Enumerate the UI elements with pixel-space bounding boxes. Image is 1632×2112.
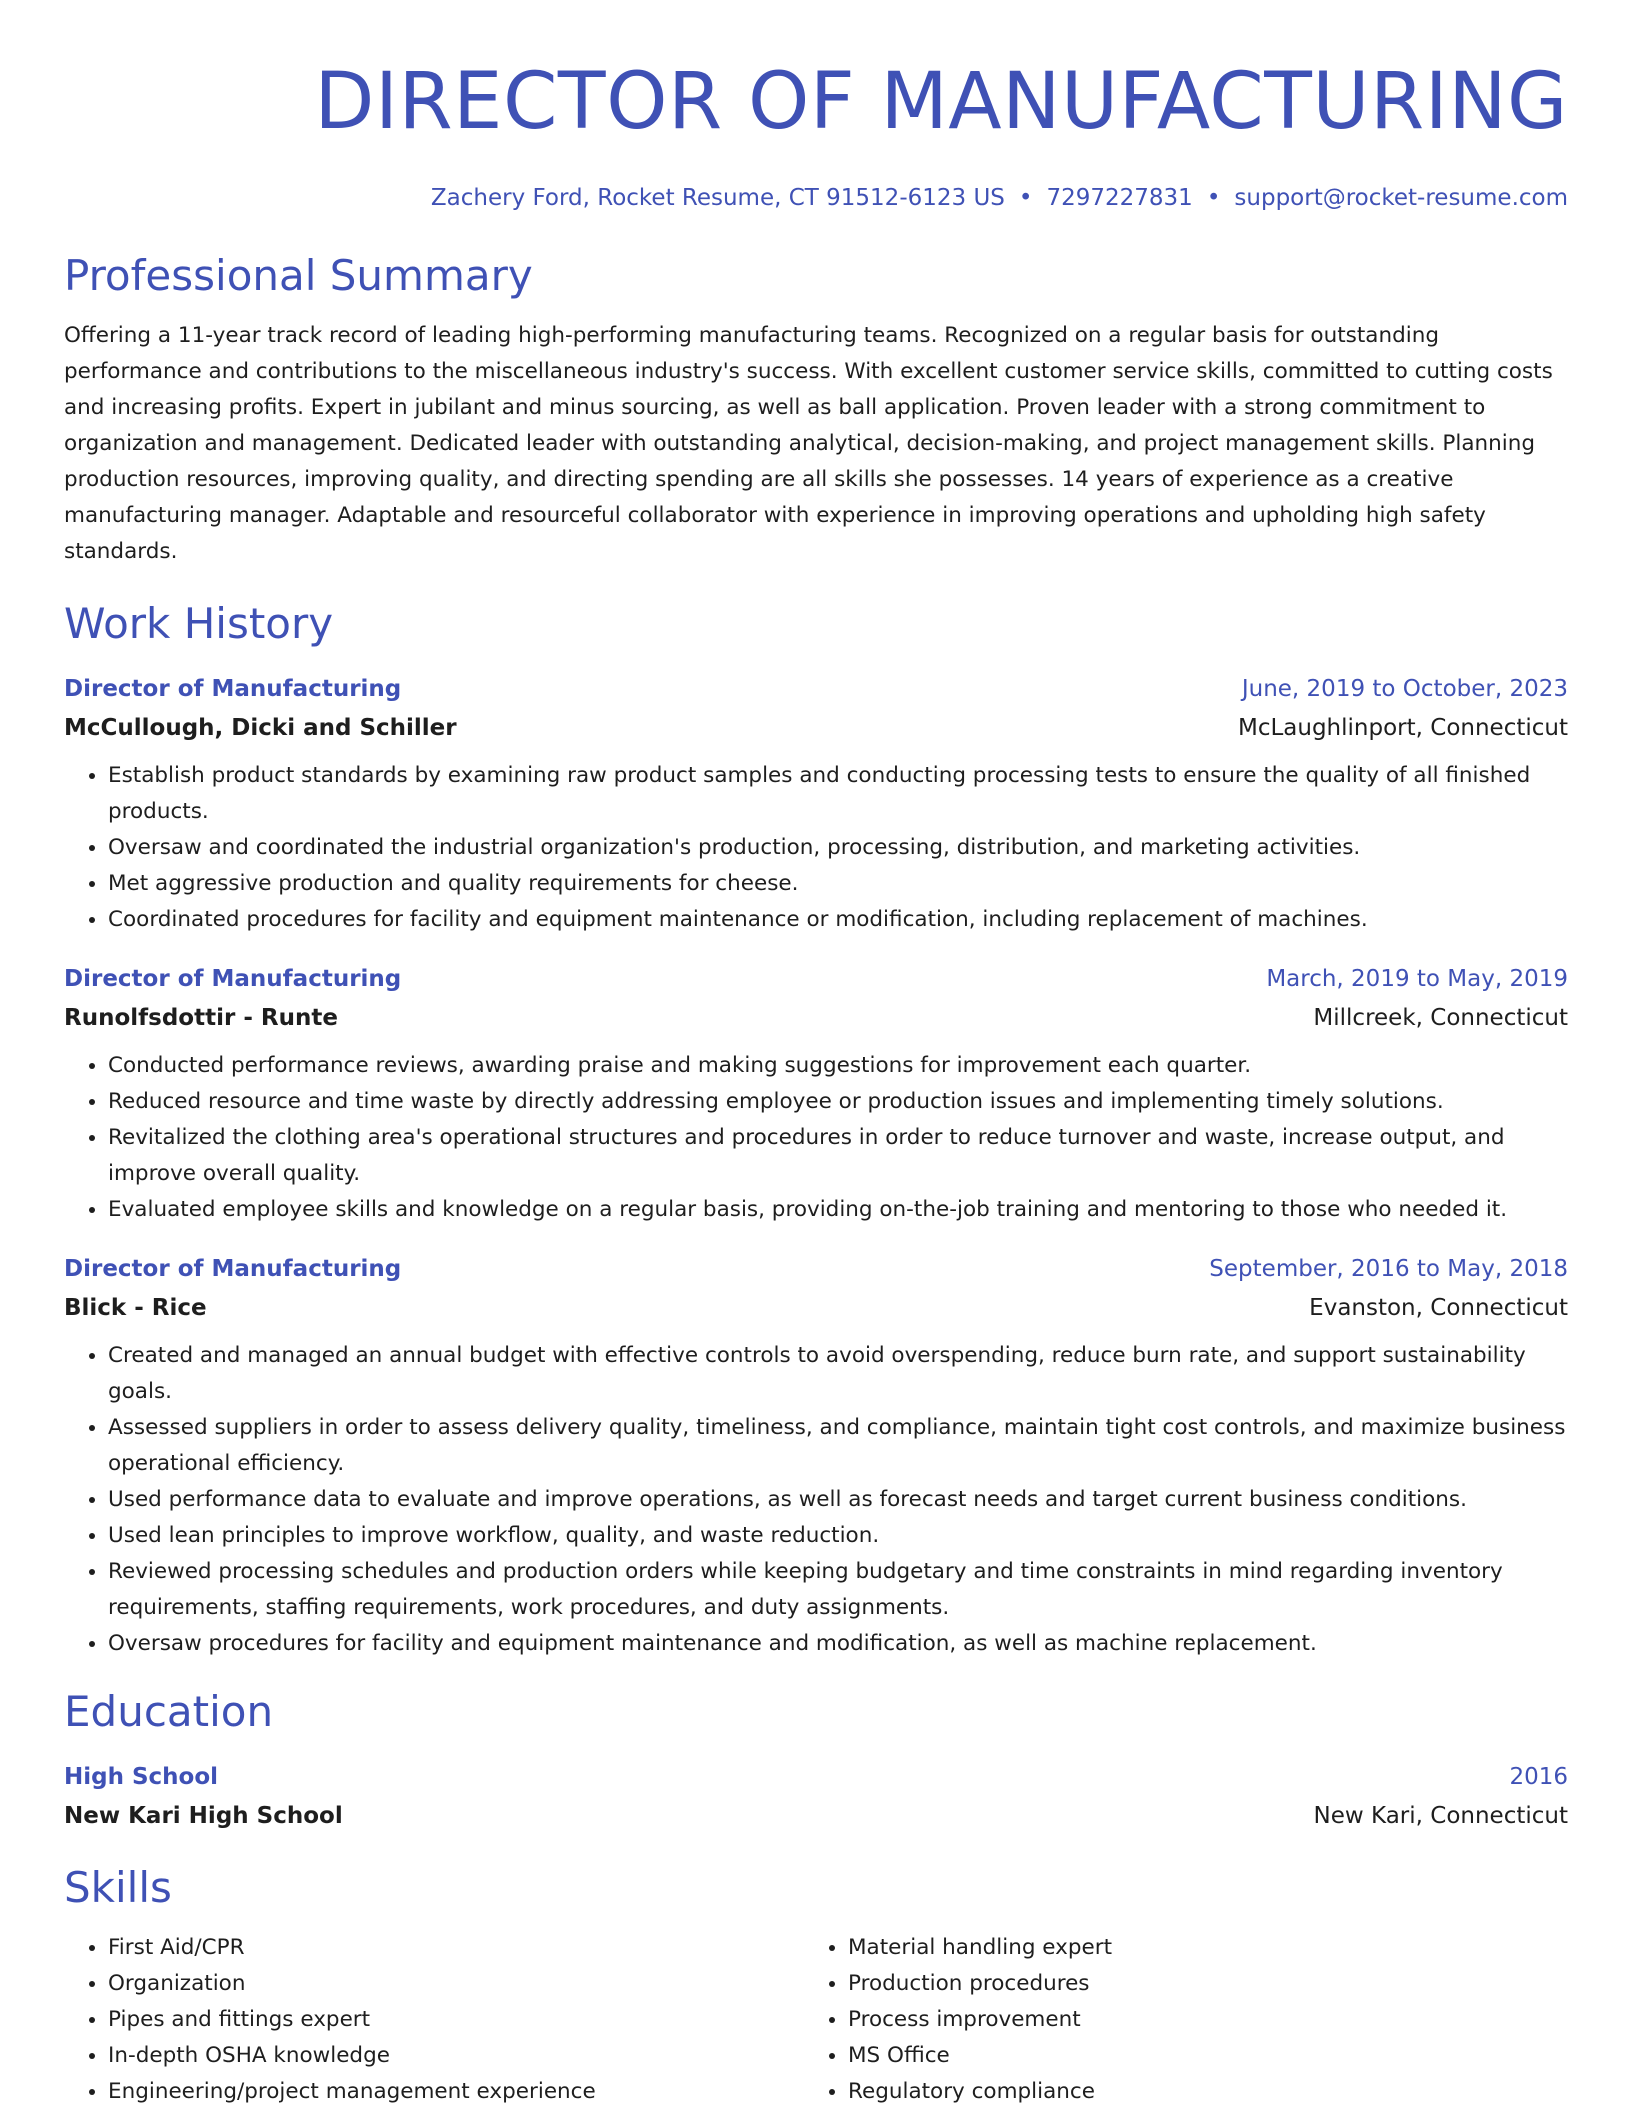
education-degree: High School xyxy=(64,1764,219,1790)
job-bullet: • Created and managed an annual budget with effective controls to avoid overspending, reduce burn rate, and support sustainability goals. xyxy=(108,1338,1568,1410)
education-heading: Education xyxy=(64,1687,274,1736)
contact-email: support@rocket-resume.com xyxy=(1234,185,1568,211)
job-entry xyxy=(64,1250,1568,1662)
job-bullet: • Coordinated procedures for facility and equipment maintenance or modification, including replacement of machines. xyxy=(108,902,1568,938)
resume-title: DIRECTOR OF MANUFACTURING xyxy=(314,57,1568,147)
job-employer: Runolfsdottir - Runte xyxy=(64,1005,338,1031)
job-title: Director of Manufacturing xyxy=(64,966,402,992)
job-location: Millcreek, Connecticut xyxy=(1313,1005,1568,1031)
job-bullet: • Revitalized the clothing area's operational structures and procedures in order to reduce turnover and waste, increase output, and improve overall quality. xyxy=(108,1120,1568,1192)
work-history-heading: Work History xyxy=(64,599,334,648)
job-title: Director of Manufacturing xyxy=(64,676,402,702)
job-bullet: • Used lean principles to improve workflow, quality, and waste reduction. xyxy=(108,1518,1568,1554)
job-bullet: • Evaluated employee skills and knowledge on a regular basis, providing on-the-job training and mentoring to those who needed it. xyxy=(108,1192,1568,1228)
skill-item: • MS Office xyxy=(848,2038,1544,2074)
job-bullet: • Oversaw and coordinated the industrial organization's production, processing, distribution, and marketing activities. xyxy=(108,830,1568,866)
job-dates: March, 2019 to May, 2019 xyxy=(1266,966,1568,992)
job-dates: September, 2016 to May, 2018 xyxy=(1209,1256,1568,1282)
skill-item: • Engineering/project management experience xyxy=(108,2074,804,2110)
skill-item: • Process improvement xyxy=(848,2002,1544,2038)
job-bullet: • Establish product standards by examining raw product samples and conducting processing tests to ensure the quality of all finished products. xyxy=(108,758,1568,830)
job-bullet: • Oversaw procedures for facility and equipment maintenance and modification, as well as machine replacement. xyxy=(108,1626,1568,1662)
job-bullet: • Assessed suppliers in order to assess delivery quality, timeliness, and compliance, maintain tight cost controls, and maximize business operational efficiency. xyxy=(108,1410,1568,1482)
contact-address: Zachery Ford, Rocket Resume, CT 91512-6123 US xyxy=(430,185,1005,211)
skill-item: • Organization xyxy=(108,1966,804,2002)
skills-column-left xyxy=(64,1930,804,2110)
skills-column-right xyxy=(804,1930,1544,2110)
skills-heading: Skills xyxy=(64,1863,172,1912)
job-bullet: • Conducted performance reviews, awarding praise and making suggestions for improvement each quarter. xyxy=(108,1048,1568,1084)
education-school: New Kari High School xyxy=(64,1803,343,1829)
contact-line xyxy=(64,182,1568,214)
job-entry xyxy=(64,670,1568,938)
job-title: Director of Manufacturing xyxy=(64,1256,402,1282)
education-entry xyxy=(64,1758,1568,1836)
contact-separator: • xyxy=(1206,185,1221,211)
job-bullet: • Reduced resource and time waste by directly addressing employee or production issues and implementing timely solutions. xyxy=(108,1084,1568,1120)
skill-item: • In-depth OSHA knowledge xyxy=(108,2038,804,2074)
contact-phone: 7297227831 xyxy=(1046,185,1193,211)
education-location: New Kari, Connecticut xyxy=(1313,1803,1568,1829)
skill-item: • Production procedures xyxy=(848,1966,1544,2002)
job-bullets xyxy=(64,1048,1568,1228)
resume-header xyxy=(64,40,1568,214)
contact-separator: • xyxy=(1018,185,1033,211)
summary-text: Offering a 11-year track record of leading high-performing manufacturing teams. Recognized on a regular basis for outstanding performance and contributions to the miscellaneous industry's success. With excellent customer service skills, committed to cutting costs and increasing profits. Expert in jubilant and minus sourcing, as well as ball application. Proven leader with a strong commitment to organization and management. Dedicated leader with outstanding analytical, decision-making, and project management skills. Planning production resources, improving quality, and directing spending are all skills she possesses. 14 years of experience as a creative manufacturing manager. Adaptable and resourceful collaborator with experience in improving operations and upholding high safety standards. xyxy=(64,323,1553,564)
summary-section xyxy=(64,248,1568,570)
job-bullets xyxy=(64,758,1568,938)
job-entry xyxy=(64,960,1568,1228)
job-employer: Blick - Rice xyxy=(64,1295,207,1321)
education-section xyxy=(64,1684,1568,1836)
skill-item: • Pipes and fittings expert xyxy=(108,2002,804,2038)
skill-item: • Material handling expert xyxy=(848,1930,1544,1966)
education-year: 2016 xyxy=(1509,1764,1568,1790)
job-location: Evanston, Connecticut xyxy=(1309,1295,1568,1321)
job-bullet: • Used performance data to evaluate and improve operations, as well as forecast needs and target current business conditions. xyxy=(108,1482,1568,1518)
job-location: McLaughlinport, Connecticut xyxy=(1237,715,1568,741)
job-bullet: • Met aggressive production and quality requirements for cheese. xyxy=(108,866,1568,902)
summary-heading: Professional Summary xyxy=(64,251,533,300)
job-bullets xyxy=(64,1338,1568,1662)
work-history-section xyxy=(64,596,1568,1662)
skills-grid xyxy=(64,1930,1568,2110)
job-bullet: • Reviewed processing schedules and production orders while keeping budgetary and time constraints in mind regarding inventory requirements, staffing requirements, work procedures, and duty assignments. xyxy=(108,1554,1568,1626)
job-employer: McCullough, Dicki and Schiller xyxy=(64,715,457,741)
skill-item: • First Aid/CPR xyxy=(108,1930,804,1966)
job-dates: June, 2019 to October, 2023 xyxy=(1241,676,1568,702)
skills-section xyxy=(64,1860,1568,2110)
skill-item: • Regulatory compliance xyxy=(848,2074,1544,2110)
